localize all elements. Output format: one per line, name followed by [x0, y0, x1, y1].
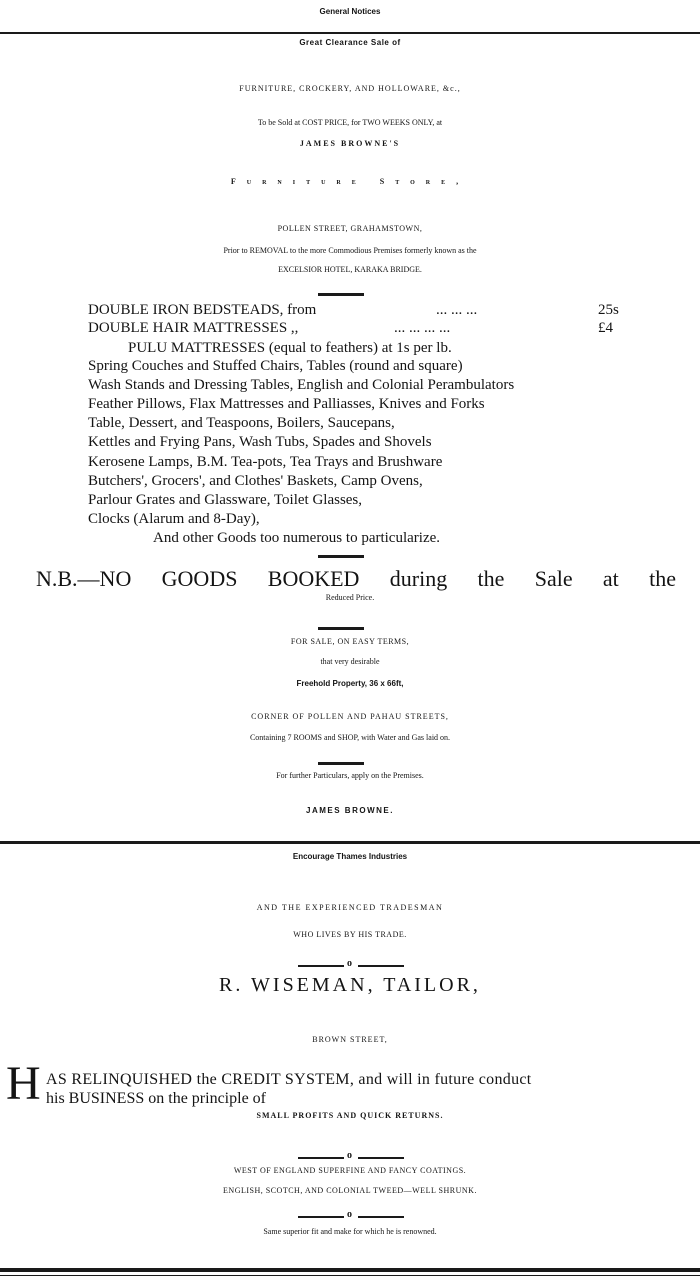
priced-item-name: DOUBLE IRON BEDSTEADS, from	[88, 302, 317, 318]
priced-item-price: £4	[598, 320, 613, 336]
ad2-coatings: WEST OF ENGLAND SUPERFINE AND FANCY COATINGS.	[233, 1166, 467, 1175]
ad2-fit-line: Same superior fit and make for which he is renowned.	[263, 1227, 437, 1236]
ad2-tweed: ENGLISH, SCOTCH, AND COLONIAL TWEED—WELL SHRUNK.	[223, 1186, 477, 1195]
nb-line	[36, 566, 676, 592]
sale-terms: FOR SALE, ON EASY TERMS,	[290, 637, 410, 646]
ad1-terms-line: To be Sold at COST PRICE, for TWO WEEKS ONLY, at	[257, 118, 443, 127]
footer-rule	[0, 1268, 700, 1272]
list-item: Table, Dessert, and Teaspoons, Boilers, Saucepans,	[88, 415, 395, 431]
particulars-line: For further Particulars, apply on the Premises.	[276, 771, 424, 780]
ad1-address: POLLEN STREET, GRAHAMSTOWN,	[277, 224, 423, 233]
section-title: General Notices	[319, 7, 381, 16]
priced-item-leaders: ... ... ...	[436, 302, 478, 318]
nb-line-2: Reduced Price.	[325, 593, 375, 602]
list-item: Parlour Grates and Glassware, Toilet Glasses,	[88, 492, 363, 508]
list-item: Kettles and Frying Pans, Wash Tubs, Spades and Shovels	[88, 434, 432, 450]
priced-item-price: 25s	[598, 302, 619, 318]
ad2-name: R. WISEMAN, TAILOR,	[219, 974, 481, 996]
ad2-body-1: AS RELINQUISHED the CREDIT SYSTEM, and will in future conduct	[46, 1071, 532, 1088]
divider-rule	[318, 293, 364, 296]
ad1-store-name: JAMES BROWNE'S	[299, 139, 401, 148]
list-item: Kerosene Lamps, B.M. Tea-pots, Tea Trays and Brushware	[88, 454, 443, 470]
ad1-removal-line-2: EXCELSIOR HOTEL, KARAKA BRIDGE.	[278, 265, 422, 274]
ornament-line	[358, 1216, 404, 1218]
ornament-line	[358, 965, 404, 967]
priced-item-name: DOUBLE HAIR MATTRESSES ,,	[88, 320, 299, 336]
desirable-line: that very desirable	[320, 657, 380, 666]
ornament-line	[298, 965, 344, 967]
priced-item-row	[88, 320, 628, 338]
divider-rule	[318, 555, 364, 558]
ornament-circle: o	[347, 958, 352, 969]
ornament-line	[298, 1157, 344, 1159]
other-goods-line: And other Goods too numerous to particularize.	[153, 530, 441, 546]
ad-separator-rule	[0, 841, 700, 844]
divider-rule	[318, 627, 364, 630]
priced-item-row	[88, 302, 628, 320]
ad2-street: BROWN STREET,	[312, 1035, 388, 1044]
dropcap: H	[6, 1057, 41, 1110]
ad1-goods-line: FURNITURE, CROCKERY, AND HOLLOWARE, &c.,	[239, 84, 461, 93]
list-item: Feather Pillows, Flax Mattresses and Palliasses, Knives and Forks	[88, 396, 485, 412]
containing-line: Containing 7 ROOMS and SHOP, with Water and Gas laid on.	[249, 733, 451, 742]
divider-rule	[318, 762, 364, 765]
signature: JAMES BROWNE.	[306, 806, 394, 815]
ad1-removal-line-1: Prior to REMOVAL to the more Commodious Premises formerly known as the	[223, 246, 477, 255]
list-item: Butchers', Grocers', and Clothes' Baskets, Camp Ovens,	[88, 473, 423, 489]
ornament-circle: o	[347, 1150, 352, 1161]
priced-item-leaders: ... ... ... ...	[394, 320, 451, 336]
ornament-divider	[298, 1152, 404, 1164]
ad2-headline: Encourage Thames Industries	[292, 852, 408, 861]
list-item: Spring Couches and Stuffed Chairs, Tables (round and square)	[88, 358, 463, 374]
ornament-line	[358, 1157, 404, 1159]
nb-text: N.B.—NO GOODS BOOKED during the Sale at the	[36, 566, 676, 591]
pulu-line: PULU MATTRESSES (equal to feathers) at 1s per lb.	[128, 340, 452, 356]
header-rule	[0, 32, 700, 34]
ornament-circle: o	[347, 1209, 352, 1220]
ad2-sub-2: WHO LIVES BY HIS TRADE.	[293, 930, 407, 939]
ad2-body-2: his BUSINESS on the principle of	[46, 1090, 266, 1107]
ornament-divider	[298, 1211, 404, 1223]
ad1-headline: Great Clearance Sale of	[299, 38, 401, 47]
list-item: Clocks (Alarum and 8-Day),	[88, 511, 260, 527]
corner-line: CORNER OF POLLEN AND PAHAU STREETS,	[251, 712, 449, 721]
ad2-sub-1: AND THE EXPERIENCED TRADESMAN	[256, 903, 444, 912]
ad1-store-type: Furniture Store,	[230, 177, 470, 186]
list-item: Wash Stands and Dressing Tables, English and Colonial Perambulators	[88, 377, 515, 393]
ad2-slogan: SMALL PROFITS AND QUICK RETURNS.	[256, 1111, 444, 1120]
footer-rule-thin	[0, 1275, 700, 1276]
ornament-line	[298, 1216, 344, 1218]
ornament-divider	[298, 960, 404, 972]
property-line: Freehold Property, 36 x 66ft,	[296, 679, 404, 688]
